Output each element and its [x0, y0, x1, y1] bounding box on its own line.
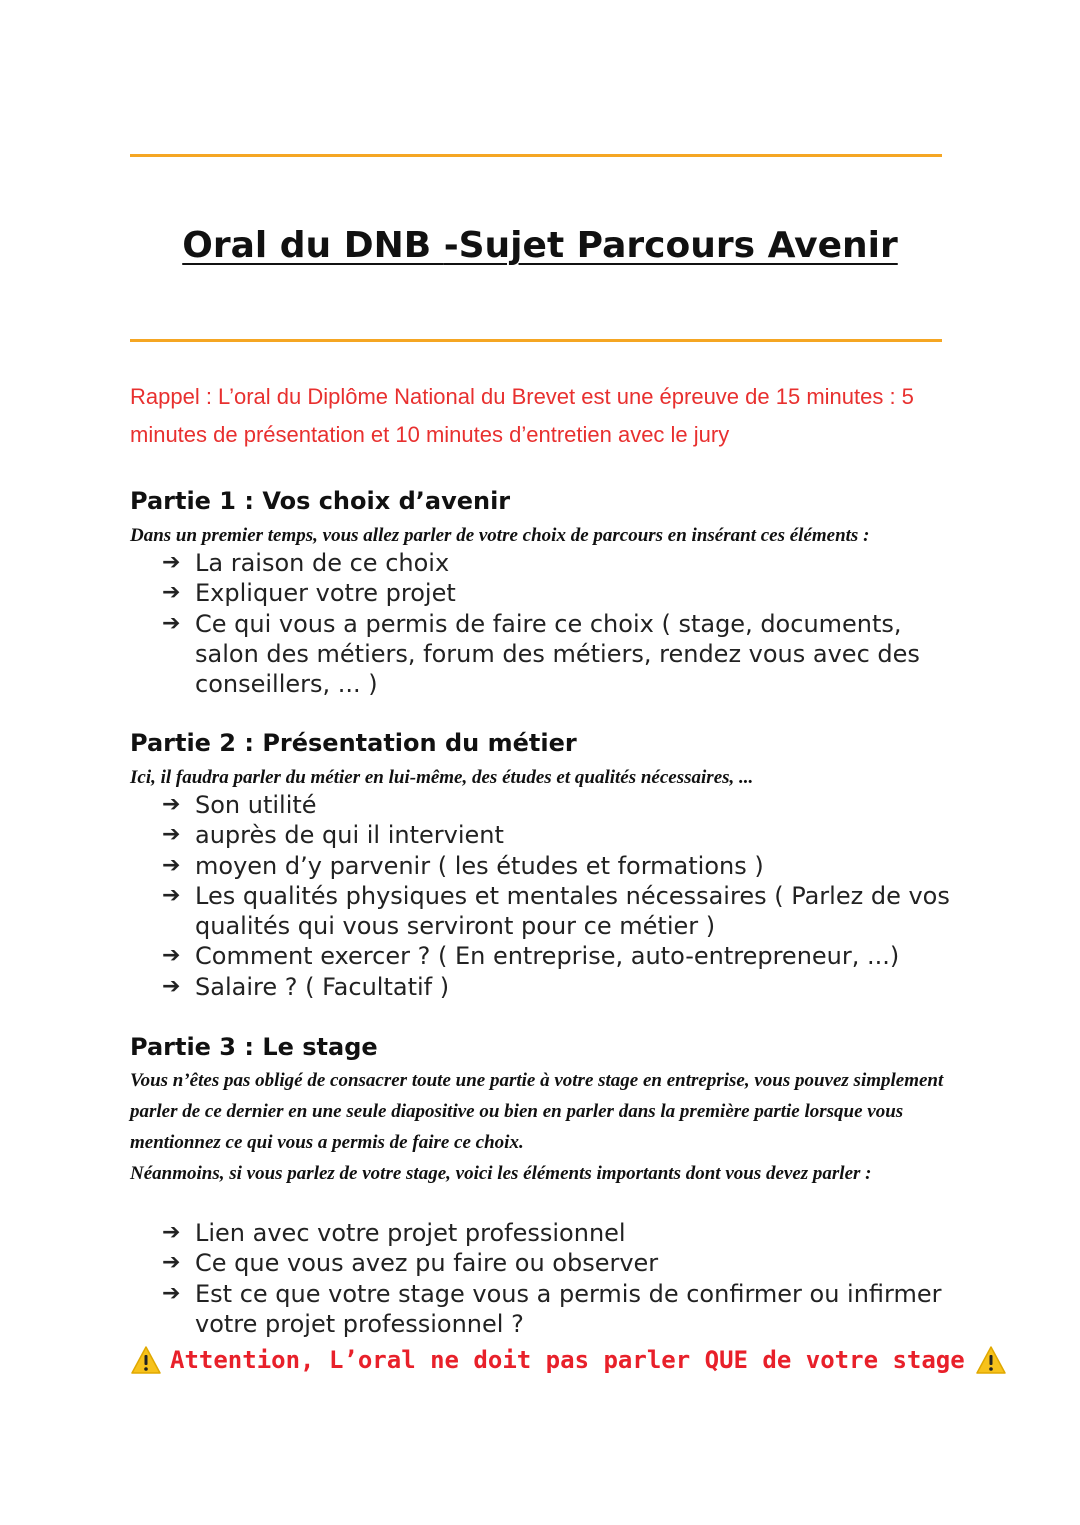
arrow-icon: ➔ — [162, 550, 181, 575]
arrow-icon: ➔ — [162, 792, 181, 817]
arrow-icon: ➔ — [162, 822, 181, 848]
part1-heading: Partie 1 : Vos choix d’avenir — [130, 487, 511, 515]
list-item: ➔ Ce que vous avez pu faire ou observer — [162, 1249, 659, 1278]
arrow-icon: ➔ — [162, 610, 181, 636]
part2-intro: Ici, il faudra parler du métier en lui-même, des études et qualités nécessaires, ... — [130, 767, 754, 788]
list-item: ➔ Expliquer votre projet — [162, 579, 456, 608]
arrow-icon: ➔ — [162, 943, 181, 969]
title-part2: -Sujet Parcours Avenir — [443, 225, 898, 266]
list-item: ➔ Comment exercer ? ( En entreprise, auto-entrepreneur, ...) — [162, 942, 900, 971]
arrow-icon: ➔ — [162, 882, 181, 908]
arrow-icon: ➔ — [162, 580, 181, 606]
list-item: ➔ Est ce que votre stage vous a permis de confirmer ou infirmer votre projet professionnel ? — [162, 1279, 942, 1338]
list-item: ➔ Lien avec votre projet professionnel — [162, 1219, 626, 1247]
bottom-divider — [130, 339, 942, 342]
arrow-icon: ➔ — [162, 973, 181, 999]
list-item: ➔ La raison de ce choix — [162, 549, 450, 577]
top-divider — [130, 154, 942, 157]
arrow-icon: ➔ — [162, 1250, 181, 1276]
warning-icon — [975, 1345, 1007, 1375]
arrow-icon: ➔ — [162, 1280, 181, 1306]
warning-icon — [130, 1345, 162, 1375]
attention-text: Attention, L’oral ne doit pas parler QUE de votre stage — [170, 1346, 965, 1374]
part2-heading: Partie 2 : Présentation du métier — [130, 729, 577, 757]
list-item: ➔ Les qualités physiques et mentales nécessaires ( Parlez de vos qualités qui vous serviront pour ce métier ) — [162, 881, 950, 941]
part2-list — [162, 790, 952, 1002]
title-part1: Oral du DNB — [182, 225, 444, 266]
arrow-icon: ➔ — [162, 1220, 181, 1245]
rappel-text: Rappel : L’oral du Diplôme National du Brevet est une épreuve de 15 minutes : 5 minutes de présentation et 10 minutes d’entretien avec le jury — [130, 384, 914, 447]
part3-list — [162, 1218, 952, 1339]
list-item: ➔ moyen d’y parvenir ( les études et formations ) — [162, 851, 764, 880]
arrow-icon: ➔ — [162, 852, 181, 878]
attention-warning — [130, 1345, 1007, 1375]
part3-heading: Partie 3 : Le stage — [130, 1033, 378, 1061]
page-title — [0, 225, 1080, 266]
list-item: ➔ Ce qui vous a permis de faire ce choix ( stage, documents, salon des métiers, forum des métiers, rendez vous avec des conseillers, ... ) — [162, 609, 920, 699]
part1-list — [162, 548, 952, 699]
list-item: ➔ Son utilité — [162, 791, 317, 819]
part3-intro-2: Néanmoins, si vous parlez de votre stage, voici les éléments importants dont vous devez parler : — [130, 1163, 872, 1184]
part3-intro: Vous n’êtes pas obligé de consacrer toute une partie à votre stage en entreprise, vous pouvez simplement parler de ce dernier en une seule diapositive ou bien en parler dans la première partie lorsque vous mentionnez ce qui vous a permis de faire ce choix. — [130, 1070, 944, 1153]
part1-intro: Dans un premier temps, vous allez parler de votre choix de parcours en insérant ces éléments : — [130, 525, 870, 546]
list-item: ➔ Salaire ? ( Facultatif ) — [162, 972, 450, 1001]
list-item: ➔ auprès de qui il intervient — [162, 821, 504, 850]
